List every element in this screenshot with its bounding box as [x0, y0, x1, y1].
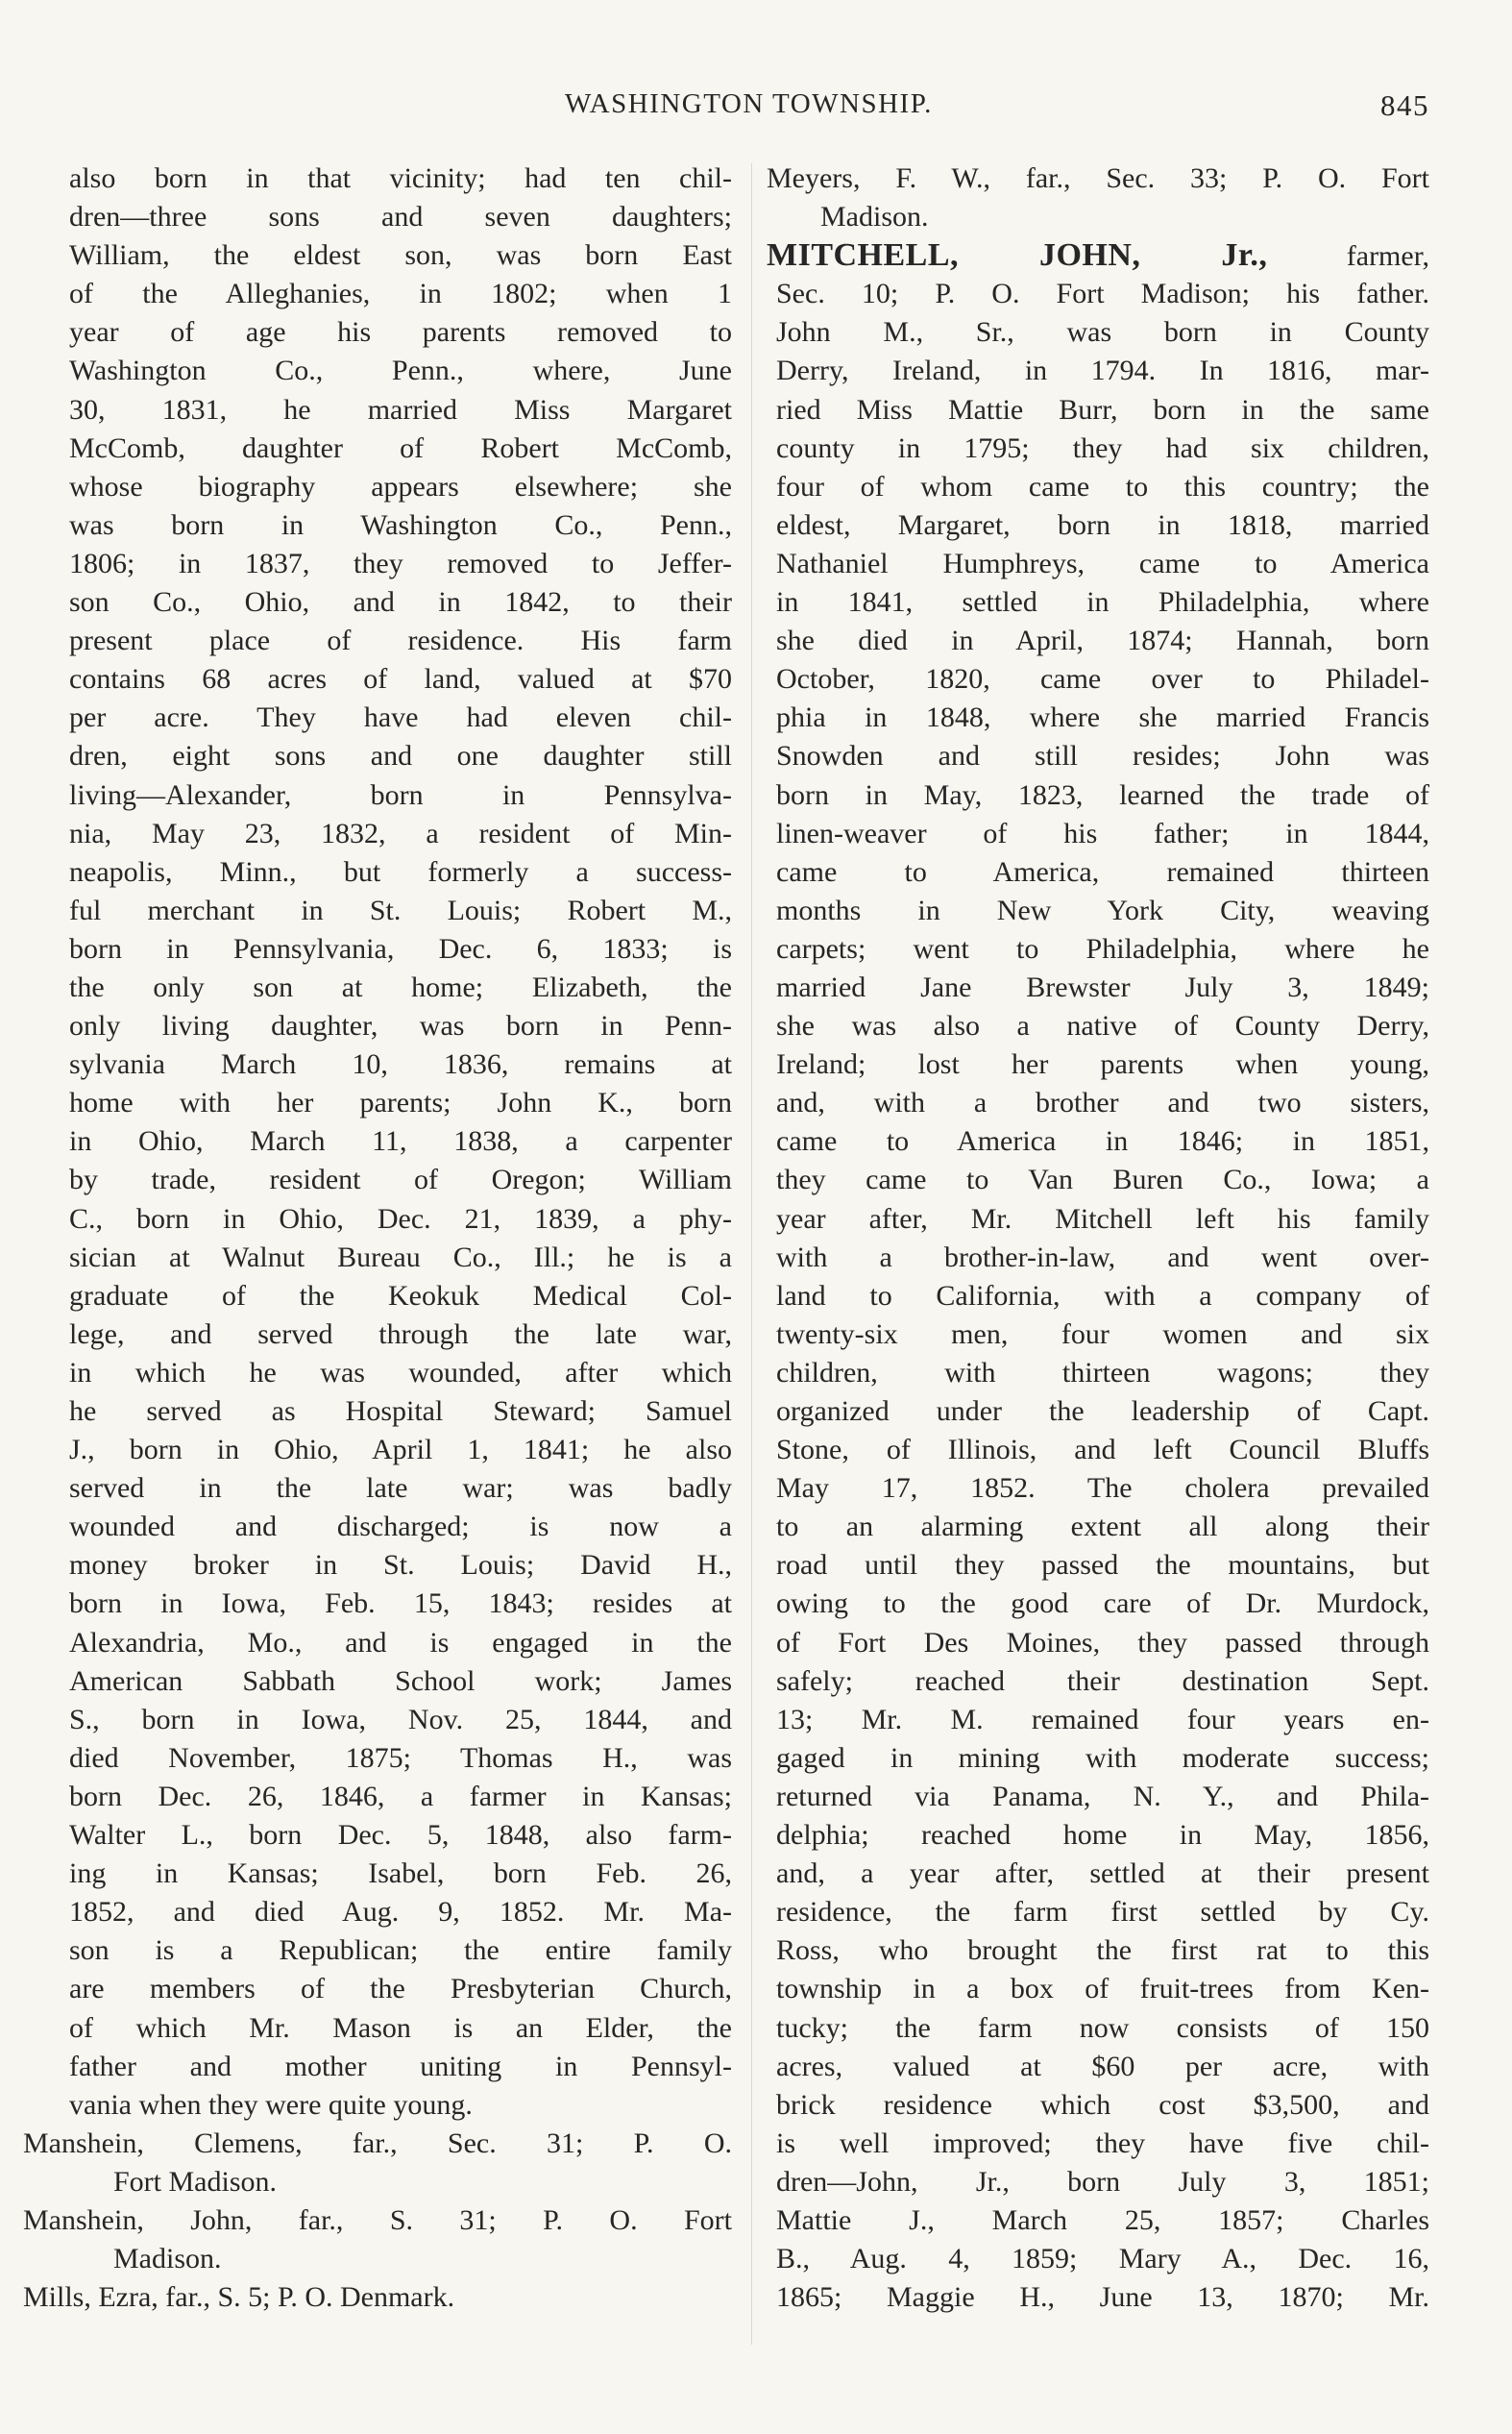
text-line: wounded and discharged; is now a [69, 1511, 732, 1543]
text-line: in Ohio, March 11, 1838, a carpenter [69, 1125, 732, 1158]
biography-occupation: farmer, [1267, 240, 1429, 273]
text-line: born in Pennsylvania, Dec. 6, 1833; is [69, 932, 732, 965]
text-line: 1806; in 1837, they removed to Jeffer- [69, 547, 732, 579]
text-line: May 17, 1852. The cholera prevailed [776, 1472, 1429, 1505]
text-line: ried Miss Mattie Burr, born in the same [776, 393, 1429, 426]
text-line: father and mother uniting in Pennsyl- [69, 2050, 732, 2082]
text-line: Madison. [820, 201, 929, 234]
biography-name: MITCHELL, JOHN, Jr., [767, 237, 1268, 274]
text-line: 30, 1831, he married Miss Margaret [69, 393, 732, 426]
text-line: born in Iowa, Feb. 15, 1843; resides at [69, 1587, 732, 1620]
text-line: per acre. They have had eleven chil- [69, 701, 732, 734]
text-line: phia in 1848, where she married Francis [776, 701, 1429, 734]
text-line: in 1841, settled in Philadelphia, where [776, 586, 1429, 619]
text-line: children, with thirteen wagons; they [776, 1356, 1429, 1389]
text-line: are members of the Presbyterian Church, [69, 1973, 732, 2005]
text-line: dren, eight sons and one daughter still [69, 740, 732, 773]
text-line: with a brother-in-law, and went over- [776, 1241, 1429, 1273]
text-line: township in a box of fruit-trees from Ken- [776, 1973, 1429, 2005]
text-line: money broker in St. Louis; David H., [69, 1549, 732, 1582]
text-line: was born in Washington Co., Penn., [69, 508, 732, 541]
text-line: sician at Walnut Bureau Co., Ill.; he is a [69, 1241, 732, 1273]
text-line: present place of residence. His farm [69, 625, 732, 657]
text-line: S., born in Iowa, Nov. 25, 1844, and [69, 1703, 732, 1735]
text-line: and, a year after, settled at their present [776, 1857, 1429, 1890]
text-line: only living daughter, was born in Penn- [69, 1010, 732, 1043]
text-line: born Dec. 26, 1846, a farmer in Kansas; [69, 1780, 732, 1812]
text-line: is well improved; they have five chil- [776, 2127, 1429, 2159]
text-line: he served as Hospital Steward; Samuel [69, 1395, 732, 1427]
text-line: C., born in Ohio, Dec. 21, 1839, a phy- [69, 1202, 732, 1235]
text-line: and, with a brother and two sisters, [776, 1087, 1429, 1119]
text-line: in which he was wounded, after which [69, 1356, 732, 1389]
text-line: she died in April, 1874; Hannah, born [776, 625, 1429, 657]
directory-entry: Manshein, Clemens, far., Sec. 31; P. O. [23, 2127, 732, 2159]
text-line: four of whom came to this country; the [776, 470, 1429, 503]
text-line: came to America in 1846; in 1851, [776, 1125, 1429, 1158]
text-line: Walter L., born Dec. 5, 1848, also farm- [69, 1819, 732, 1852]
text-line: year after, Mr. Mitchell left his family [776, 1202, 1429, 1235]
biography-heading [767, 236, 1429, 275]
text-line: owing to the good care of Dr. Murdock, [776, 1587, 1429, 1620]
text-line: McComb, daughter of Robert McComb, [69, 431, 732, 464]
text-line: dren—three sons and seven daughters; [69, 201, 732, 234]
text-line: Ireland; lost her parents when young, [776, 1048, 1429, 1081]
text-line: acres, valued at $60 per acre, with [776, 2050, 1429, 2082]
text-line: land to California, with a company of [776, 1279, 1429, 1312]
text-line: to an alarming extent all along their [776, 1511, 1429, 1543]
text-line: eldest, Margaret, born in 1818, married [776, 508, 1429, 541]
text-line: Ross, who brought the first rat to this [776, 1934, 1429, 1967]
text-line: linen-weaver of his father; in 1844, [776, 817, 1429, 849]
text-line: Washington Co., Penn., where, June [69, 355, 732, 387]
text-line: organized under the leadership of Capt. [776, 1395, 1429, 1427]
text-line: they came to Van Buren Co., Iowa; a [776, 1164, 1429, 1196]
text-line: brick residence which cost $3,500, and [776, 2088, 1429, 2121]
running-title: WASHINGTON TOWNSHIP. [565, 88, 933, 119]
text-line: home with her parents; John K., born [69, 1087, 732, 1119]
text-line: Alexandria, Mo., and is engaged in the [69, 1626, 732, 1659]
directory-entry: Manshein, John, far., S. 31; P. O. Fort [23, 2203, 732, 2236]
text-line: Fort Madison. [113, 2165, 278, 2198]
text-line: died November, 1875; Thomas H., was [69, 1741, 732, 1774]
text-line: of the Alleghanies, in 1802; when 1 [69, 278, 732, 310]
text-line: by trade, resident of Oregon; William [69, 1164, 732, 1196]
text-line: American Sabbath School work; James [69, 1664, 732, 1697]
text-line: months in New York City, weaving [776, 894, 1429, 926]
text-line: nia, May 23, 1832, a resident of Min- [69, 817, 732, 849]
text-line: carpets; went to Philadelphia, where he [776, 932, 1429, 965]
text-line: contains 68 acres of land, valued at $70 [69, 663, 732, 696]
directory-entry: Mills, Ezra, far., S. 5; P. O. Denmark. [23, 2281, 455, 2314]
text-line: returned via Panama, N. Y., and Phila- [776, 1780, 1429, 1812]
text-line: 1852, and died Aug. 9, 1852. Mr. Ma- [69, 1896, 732, 1929]
text-line: she was also a native of County Derry, [776, 1010, 1429, 1043]
text-line: Mattie J., March 25, 1857; Charles [776, 2203, 1429, 2236]
text-line: county in 1795; they had six children, [776, 431, 1429, 464]
column-divider [751, 163, 752, 2345]
page-number: 845 [1380, 88, 1429, 122]
text-line: came to America, remained thirteen [776, 855, 1429, 888]
right-column [767, 160, 1429, 2317]
text-line: the only son at home; Elizabeth, the [69, 971, 732, 1003]
text-line: living—Alexander, born in Pennsylva- [69, 778, 732, 811]
text-line: Sec. 10; P. O. Fort Madison; his father. [776, 278, 1429, 310]
text-line: neapolis, Minn., but formerly a success- [69, 855, 732, 888]
text-line: of which Mr. Mason is an Elder, the [69, 2011, 732, 2044]
text-line: Nathaniel Humphreys, came to America [776, 547, 1429, 579]
text-line: Madison. [113, 2243, 222, 2275]
text-line: safely; reached their destination Sept. [776, 1664, 1429, 1697]
text-line: graduate of the Keokuk Medical Col- [69, 1279, 732, 1312]
text-line: Stone, of Illinois, and left Council Bluffs [776, 1434, 1429, 1466]
text-line: also born in that vicinity; had ten chil- [69, 162, 732, 194]
text-line: residence, the farm first settled by Cy. [776, 1896, 1429, 1929]
text-line: twenty-six men, four women and six [776, 1317, 1429, 1350]
text-line: tucky; the farm now consists of 150 [776, 2011, 1429, 2044]
text-line: married Jane Brewster July 3, 1849; [776, 971, 1429, 1003]
text-line: J., born in Ohio, April 1, 1841; he also [69, 1434, 732, 1466]
text-line: 13; Mr. M. remained four years en- [776, 1703, 1429, 1735]
text-line: road until they passed the mountains, but [776, 1549, 1429, 1582]
text-line: year of age his parents removed to [69, 316, 732, 349]
page-header [565, 88, 1429, 133]
text-line: Derry, Ireland, in 1794. In 1816, mar- [776, 355, 1429, 387]
text-line: delphia; reached home in May, 1856, [776, 1819, 1429, 1852]
directory-entry: Meyers, F. W., far., Sec. 33; P. O. Fort [767, 162, 1429, 194]
text-line: William, the eldest son, was born East [69, 239, 732, 272]
text-line: 1865; Maggie H., June 13, 1870; Mr. [776, 2281, 1429, 2314]
text-line: son is a Republican; the entire family [69, 1934, 732, 1967]
text-line: sylvania March 10, 1836, remains at [69, 1048, 732, 1081]
text-line: gaged in mining with moderate success; [776, 1741, 1429, 1774]
text-line: served in the late war; was badly [69, 1472, 732, 1505]
text-line: lege, and served through the late war, [69, 1317, 732, 1350]
text-line: born in May, 1823, learned the trade of [776, 778, 1429, 811]
left-column [23, 160, 732, 2317]
text-line: B., Aug. 4, 1859; Mary A., Dec. 16, [776, 2243, 1429, 2275]
text-line: whose biography appears elsewhere; she [69, 470, 732, 503]
text-line: of Fort Des Moines, they passed through [776, 1626, 1429, 1659]
text-line: John M., Sr., was born in County [776, 316, 1429, 349]
text-line: Snowden and still resides; John was [776, 740, 1429, 773]
text-line: dren—John, Jr., born July 3, 1851; [776, 2165, 1429, 2198]
text-line: ful merchant in St. Louis; Robert M., [69, 894, 732, 926]
text-line: ing in Kansas; Isabel, born Feb. 26, [69, 1857, 732, 1890]
text-line: October, 1820, came over to Philadel- [776, 663, 1429, 696]
text-line: son Co., Ohio, and in 1842, to their [69, 586, 732, 619]
text-line: vania when they were quite young. [69, 2088, 473, 2121]
